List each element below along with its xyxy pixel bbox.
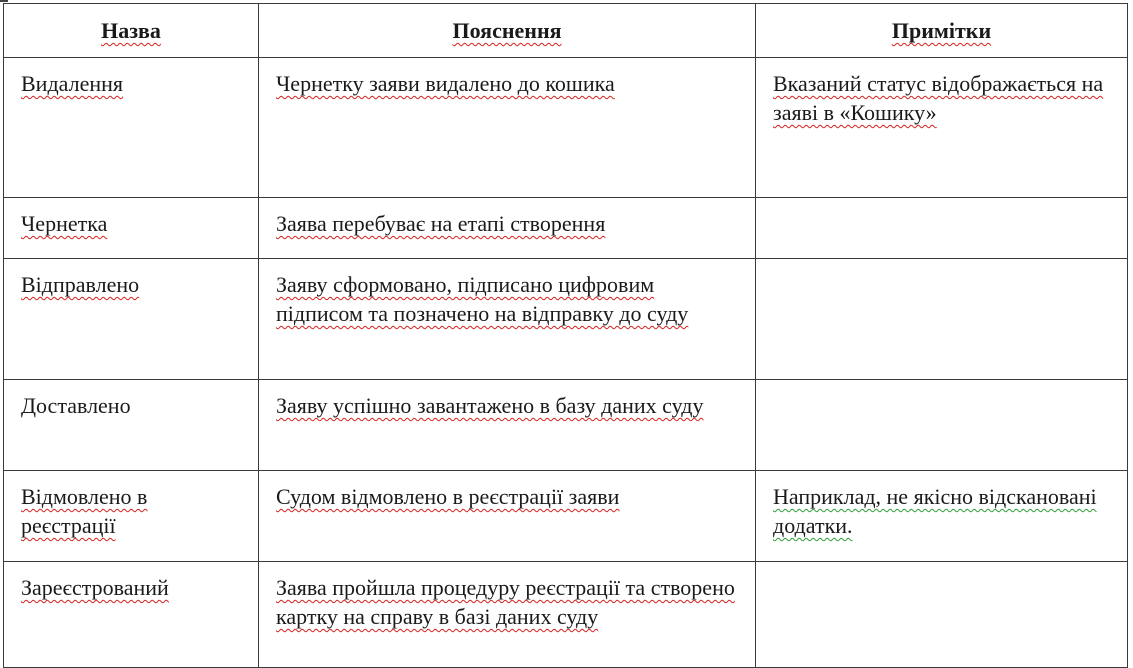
status-notes-cell [756, 380, 1128, 471]
status-description-cell: Заяву сформовано, підписано цифровим підписом та позначено на відправку до суду [259, 259, 756, 380]
status-notes-cell [756, 562, 1128, 668]
table-row [4, 380, 1128, 471]
table-row [4, 198, 1128, 259]
table-row [4, 471, 1128, 562]
status-name-cell: Відмовлено в реєстрації [4, 471, 259, 562]
status-description-cell: Заяву успішно завантажено в базу даних суду [259, 380, 756, 471]
status-name-cell: Видалення [4, 58, 259, 198]
table-row [4, 562, 1128, 668]
page-corner-mark [0, 0, 8, 2]
status-name-cell: Доставлено [4, 380, 259, 471]
table-row [4, 259, 1128, 380]
status-description-cell: Судом відмовлено в реєстрації заяви [259, 471, 756, 562]
status-description-cell: Чернетку заяви видалено до кошика [259, 58, 756, 198]
status-notes-cell [756, 198, 1128, 259]
table-row [4, 58, 1128, 198]
header-name: Назва [4, 4, 259, 58]
status-name-cell: Зареєстрований [4, 562, 259, 668]
status-table [3, 3, 1128, 668]
status-notes-cell: Вказаний статус відображається на заяві в «Кошику» [756, 58, 1128, 198]
status-description-cell: Заява пройшла процедуру реєстрації та створено картку на справу в базі даних суду [259, 562, 756, 668]
status-notes-cell: Наприклад, не якісно відскановані додатки. [756, 471, 1128, 562]
table-header-row [4, 4, 1128, 58]
status-name-cell: Відправлено [4, 259, 259, 380]
status-name-cell: Чернетка [4, 198, 259, 259]
status-description-cell: Заява перебуває на етапі створення [259, 198, 756, 259]
header-notes: Примітки [756, 4, 1128, 58]
status-notes-cell [756, 259, 1128, 380]
header-description: Пояснення [259, 4, 756, 58]
